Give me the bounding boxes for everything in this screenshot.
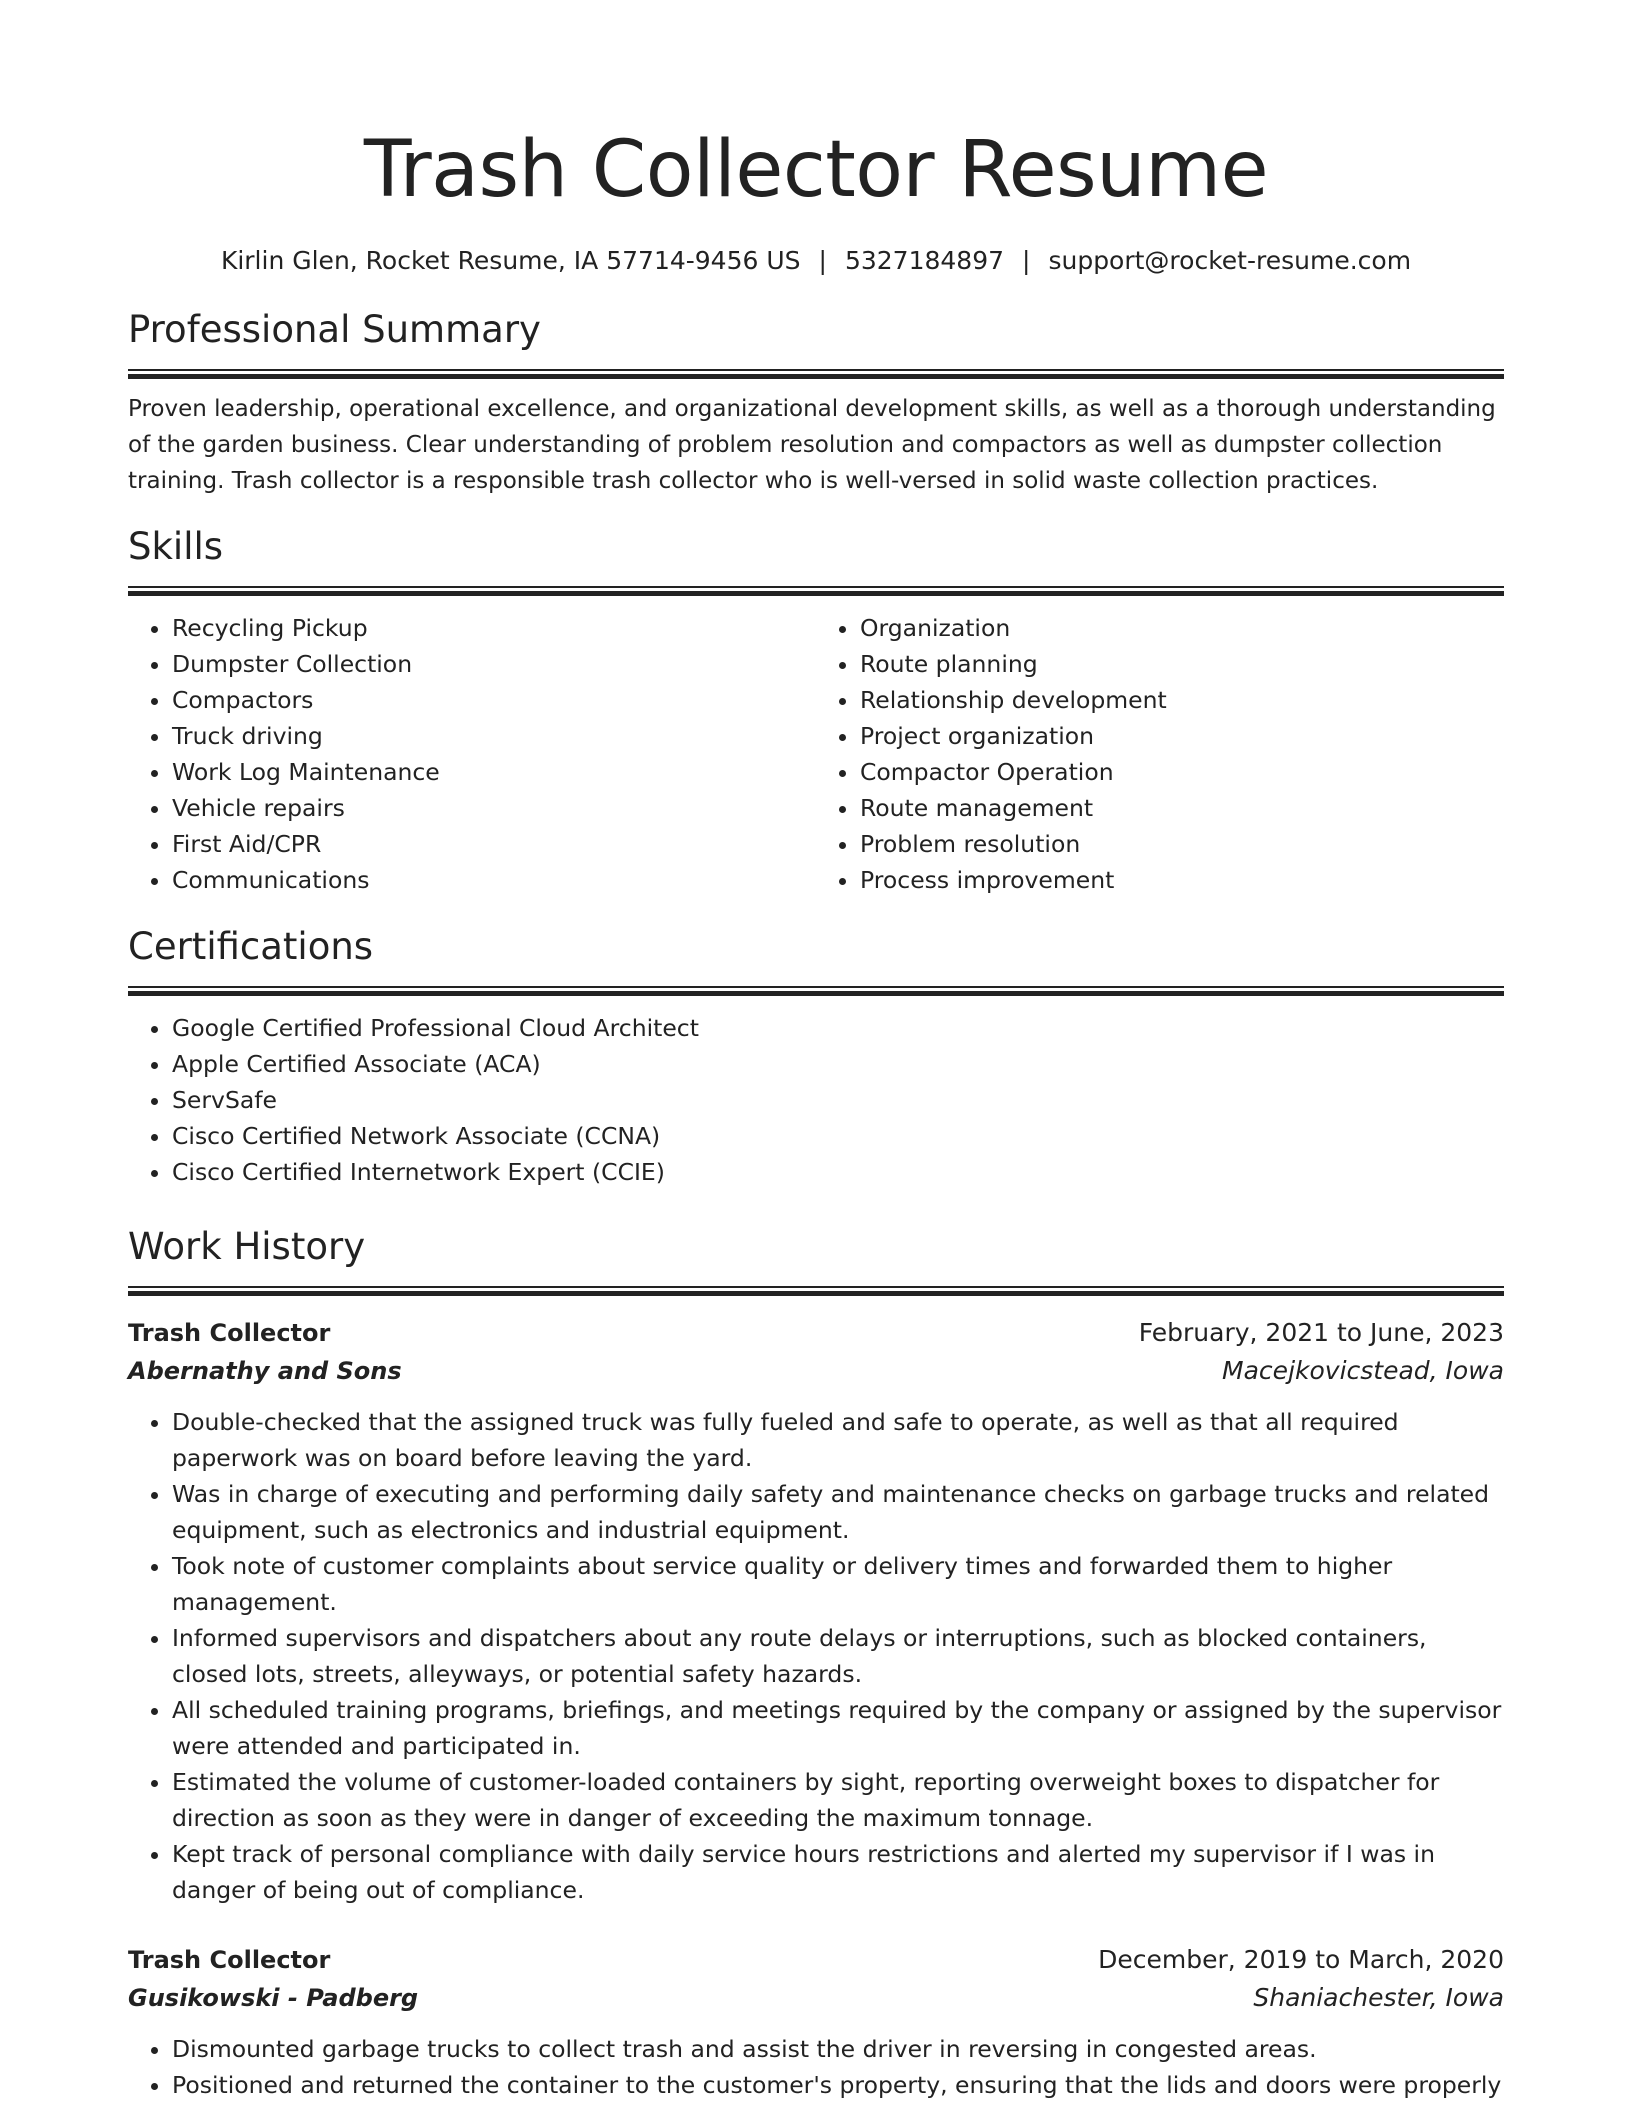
section-divider [128, 986, 1504, 996]
section-divider [128, 1286, 1504, 1296]
job-title: Trash Collector [128, 1946, 331, 1974]
job-header [128, 1314, 1504, 1352]
job-header [128, 1941, 1504, 1979]
section-heading-work-history: Work History [128, 1225, 366, 1268]
skill-item: • Truck driving [172, 718, 816, 754]
contact-line [128, 244, 1504, 278]
section-divider [128, 369, 1504, 379]
contact-phone: 5327184897 [844, 246, 1005, 275]
skill-item: • Relationship development [860, 682, 1504, 718]
summary-text: Proven leadership, operational excellence, and organizational development skills, as well as a thorough understanding of the garden business. Clear understanding of problem resolution and compactors as well as dumpster collection training. Trash collector is a responsible trash collector who is well-versed in solid waste collection practices. [128, 396, 1496, 494]
section-heading-skills: Skills [128, 525, 224, 568]
job-location: Shaniachester, Iowa [1253, 1983, 1504, 2012]
job-location: Macejkovicstead, Iowa [1222, 1356, 1504, 1385]
certification-item: • Cisco Certified Internetwork Expert (CCIE) [172, 1154, 1504, 1190]
certifications-list [128, 1010, 1504, 1190]
job-company: Abernathy and Sons [128, 1357, 402, 1385]
responsibility-item: • Dismounted garbage trucks to collect trash and assist the driver in reversing in congested areas. [172, 2031, 1504, 2067]
skill-item: • Communications [172, 862, 816, 898]
contact-separator: | [818, 246, 827, 275]
contact-separator: | [1022, 246, 1031, 275]
skills-columns [128, 610, 1504, 898]
resume-title: Trash Collector Resume [363, 125, 1269, 215]
section-heading-summary: Professional Summary [128, 308, 541, 351]
skill-item: • Project organization [860, 718, 1504, 754]
contact-email: support@rocket-resume.com [1048, 246, 1412, 275]
job-title: Trash Collector [128, 1319, 331, 1347]
responsibility-item: • Positioned and returned the container to the customer's property, ensuring that the lids and doors were properly [172, 2067, 1504, 2103]
skill-item: • Process improvement [860, 862, 1504, 898]
job-responsibilities [128, 1404, 1504, 1908]
responsibility-item: • Informed supervisors and dispatchers about any route delays or interruptions, such as blocked containers, closed lots, streets, alleyways, or potential safety hazards. [172, 1620, 1504, 1692]
skill-item: • Dumpster Collection [172, 646, 816, 682]
responsibility-item: • Was in charge of executing and performing daily safety and maintenance checks on garbage trucks and related equipment, such as electronics and industrial equipment. [172, 1476, 1504, 1548]
summary-section [128, 305, 1504, 499]
job-subheader [128, 1979, 1504, 2017]
skill-item: • Route planning [860, 646, 1504, 682]
responsibility-item: • Kept track of personal compliance with daily service hours restrictions and alerted my supervisor if I was in danger of being out of compliance. [172, 1836, 1504, 1908]
job-entry [128, 1941, 1504, 2103]
skill-item: • Compactors [172, 682, 816, 718]
job-dates: December, 2019 to March, 2020 [1098, 1945, 1504, 1974]
responsibility-item: • Double-checked that the assigned truck was fully fueled and safe to operate, as well as that all required paperwork was on board before leaving the yard. [172, 1404, 1504, 1476]
job-responsibilities [128, 2031, 1504, 2103]
skill-item: • Problem resolution [860, 826, 1504, 862]
skills-list-left [128, 610, 816, 898]
work-history-section [128, 1222, 1504, 2103]
responsibility-item: • All scheduled training programs, briefings, and meetings required by the company or assigned by the supervisor were attended and participated in. [172, 1692, 1504, 1764]
skills-list-right [816, 610, 1504, 898]
responsibility-item: • Estimated the volume of customer-loaded containers by sight, reporting overweight boxes to dispatcher for direction as soon as they were in danger of exceeding the maximum tonnage. [172, 1764, 1504, 1836]
certification-item: • Apple Certified Associate (ACA) [172, 1046, 1504, 1082]
section-divider [128, 586, 1504, 596]
skill-item: • Organization [860, 610, 1504, 646]
certifications-section [128, 922, 1504, 1190]
skill-item: • Recycling Pickup [172, 610, 816, 646]
section-heading-certifications: Certifications [128, 925, 374, 968]
responsibility-item: • Took note of customer complaints about service quality or delivery times and forwarded them to higher management. [172, 1548, 1504, 1620]
skill-item: • Vehicle repairs [172, 790, 816, 826]
skill-item: • Work Log Maintenance [172, 754, 816, 790]
job-dates: February, 2021 to June, 2023 [1138, 1318, 1504, 1347]
skills-section [128, 522, 1504, 898]
skill-item: • Route management [860, 790, 1504, 826]
certification-item: • Cisco Certified Network Associate (CCNA) [172, 1118, 1504, 1154]
certification-item: • ServSafe [172, 1082, 1504, 1118]
skill-item: • First Aid/CPR [172, 826, 816, 862]
skill-item: • Compactor Operation [860, 754, 1504, 790]
job-company: Gusikowski - Padberg [128, 1984, 419, 2012]
certification-item: • Google Certified Professional Cloud Architect [172, 1010, 1504, 1046]
job-entry [128, 1314, 1504, 1908]
job-subheader [128, 1352, 1504, 1390]
resume-page [128, 0, 1504, 2103]
contact-address: Kirlin Glen, Rocket Resume, IA 57714-9456 US [220, 246, 801, 275]
